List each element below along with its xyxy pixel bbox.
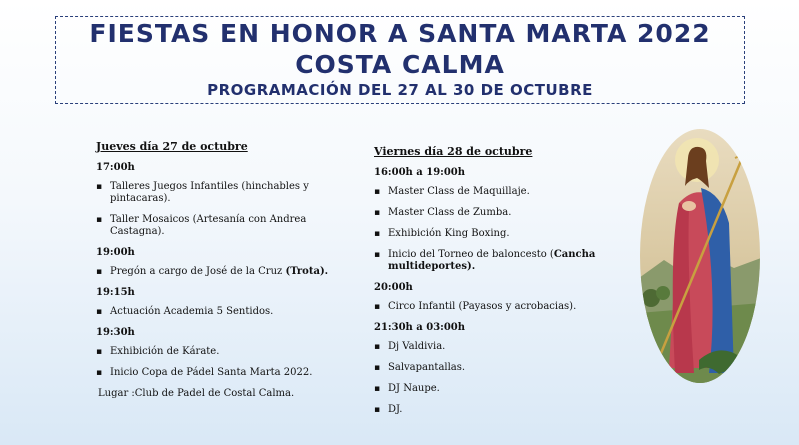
list-item: ▪ Circo Infantil (Payasos y acrobacias). bbox=[374, 301, 614, 313]
list-item: ▪ DJ. bbox=[374, 404, 614, 416]
list-item: ▪ DJ Naupe. bbox=[374, 383, 614, 395]
title-line-1: FIESTAS EN HONOR A SANTA MARTA 2022 bbox=[89, 19, 711, 48]
time-heading: 17:00h bbox=[96, 162, 135, 173]
time-heading: 21:30h a 03:00h bbox=[374, 322, 466, 333]
list-item: ▪ Actuación Academia 5 Sentidos. bbox=[96, 306, 331, 318]
subtitle: PROGRAMACIÓN DEL 27 AL 30 DE OCTUBRE bbox=[207, 81, 593, 99]
thursday-column bbox=[96, 141, 331, 400]
item-bold-text: (Trota). bbox=[285, 266, 329, 277]
time-heading: 19:30h bbox=[96, 327, 135, 338]
list-item bbox=[374, 249, 614, 273]
list-item: ▪ Master Class de Zumba. bbox=[374, 207, 614, 219]
list-item: ▪ Salvapantallas. bbox=[374, 362, 614, 374]
list-item: ▪ Exhibición de Kárate. bbox=[96, 346, 331, 358]
item-bold-text: Cancha multideportes). bbox=[388, 249, 596, 272]
title-box bbox=[55, 16, 745, 104]
time-heading: 16:00h a 19:00h bbox=[374, 167, 466, 178]
title-line-2: COSTA CALMA bbox=[295, 50, 505, 79]
item-text: Inicio del Torneo de baloncesto ( bbox=[388, 249, 554, 260]
list-item bbox=[96, 266, 331, 278]
friday-column bbox=[374, 146, 614, 425]
day-heading-thursday: Jueves día 27 de octubre bbox=[96, 140, 248, 153]
list-item: ▪ Talleres Juegos Infantiles (hinchables y pintacaras). bbox=[96, 181, 331, 205]
saint-marta-image bbox=[639, 128, 761, 384]
time-heading: 19:00h bbox=[96, 247, 135, 258]
item-text: Pregón a cargo de José de la Cruz bbox=[110, 266, 286, 277]
list-item: ▪ Dj Valdivia. bbox=[374, 341, 614, 353]
list-item: ▪ Inicio Copa de Pádel Santa Marta 2022. bbox=[96, 367, 331, 379]
list-item: ▪ Master Class de Maquillaje. bbox=[374, 186, 614, 198]
list-item: ▪ Taller Mosaicos (Artesanía con Andrea Castagna). bbox=[96, 214, 331, 238]
list-item: ▪ Exhibición King Boxing. bbox=[374, 228, 614, 240]
time-heading: 20:00h bbox=[374, 282, 413, 293]
day-heading-friday: Viernes día 28 de octubre bbox=[374, 145, 533, 158]
time-heading: 19:15h bbox=[96, 287, 135, 298]
venue-note: Lugar :Club de Padel de Costal Calma. bbox=[98, 388, 295, 399]
